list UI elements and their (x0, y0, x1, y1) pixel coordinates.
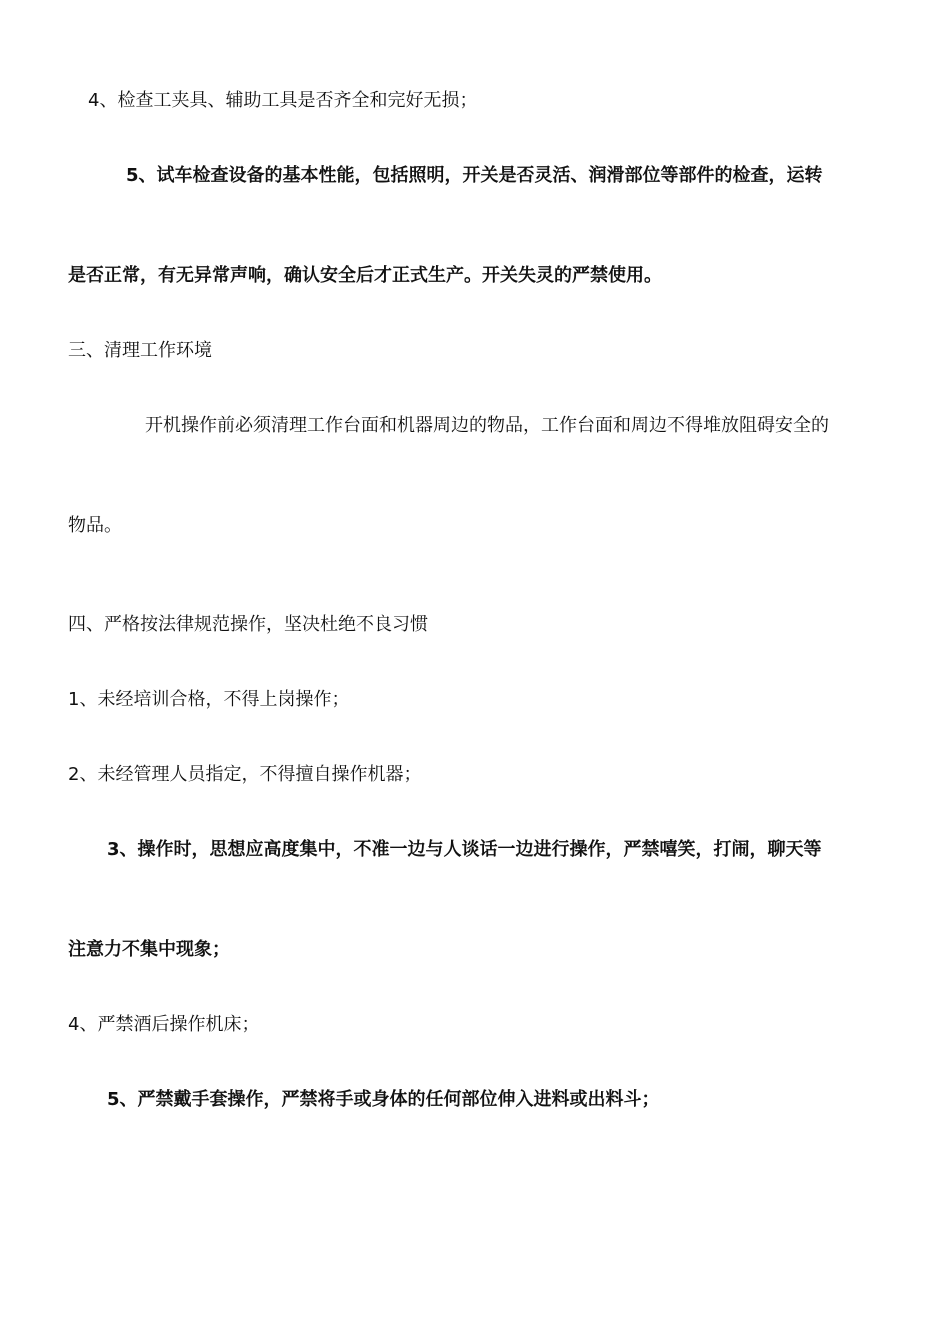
test-run-item-continued: 是否正常，有无异常声响，确认安全后才正式生产。开关失灵的严禁使用。 (68, 265, 662, 286)
rule-item-1: 1、未经培训合格，不得上岗操作； (68, 689, 350, 710)
clean-environment-paragraph-continued: 物品。 (68, 515, 122, 536)
rule-item-4: 4、严禁酒后操作机床； (68, 1014, 260, 1035)
rule-item-3-continued: 注意力不集中现象； (68, 939, 230, 960)
test-run-item: 5、试车检查设备的基本性能，包括照明，开关是否灵活、润滑部位等部件的检查，运转 (126, 165, 823, 186)
rule-item-3: 3、操作时，思想应高度集中，不准一边与人谈话一边进行操作，严禁嘻笑，打闹，聊天等 (107, 839, 822, 860)
section-heading-clean-environment: 三、清理工作环境 (68, 340, 212, 361)
rule-item-5: 5、严禁戴手套操作，严禁将手或身体的任何部位伸入进料或出料斗； (107, 1089, 660, 1110)
rule-item-2: 2、未经管理人员指定，不得擅自操作机器； (68, 764, 422, 785)
check-tools-item: 4、检查工夹具、辅助工具是否齐全和完好无损； (88, 90, 478, 111)
section-heading-strict-operation: 四、严格按法律规范操作，坚决杜绝不良习惯 (68, 614, 428, 635)
clean-environment-paragraph: 开机操作前必须清理工作台面和机器周边的物品，工作台面和周边不得堆放阻碍安全的 (145, 415, 829, 436)
